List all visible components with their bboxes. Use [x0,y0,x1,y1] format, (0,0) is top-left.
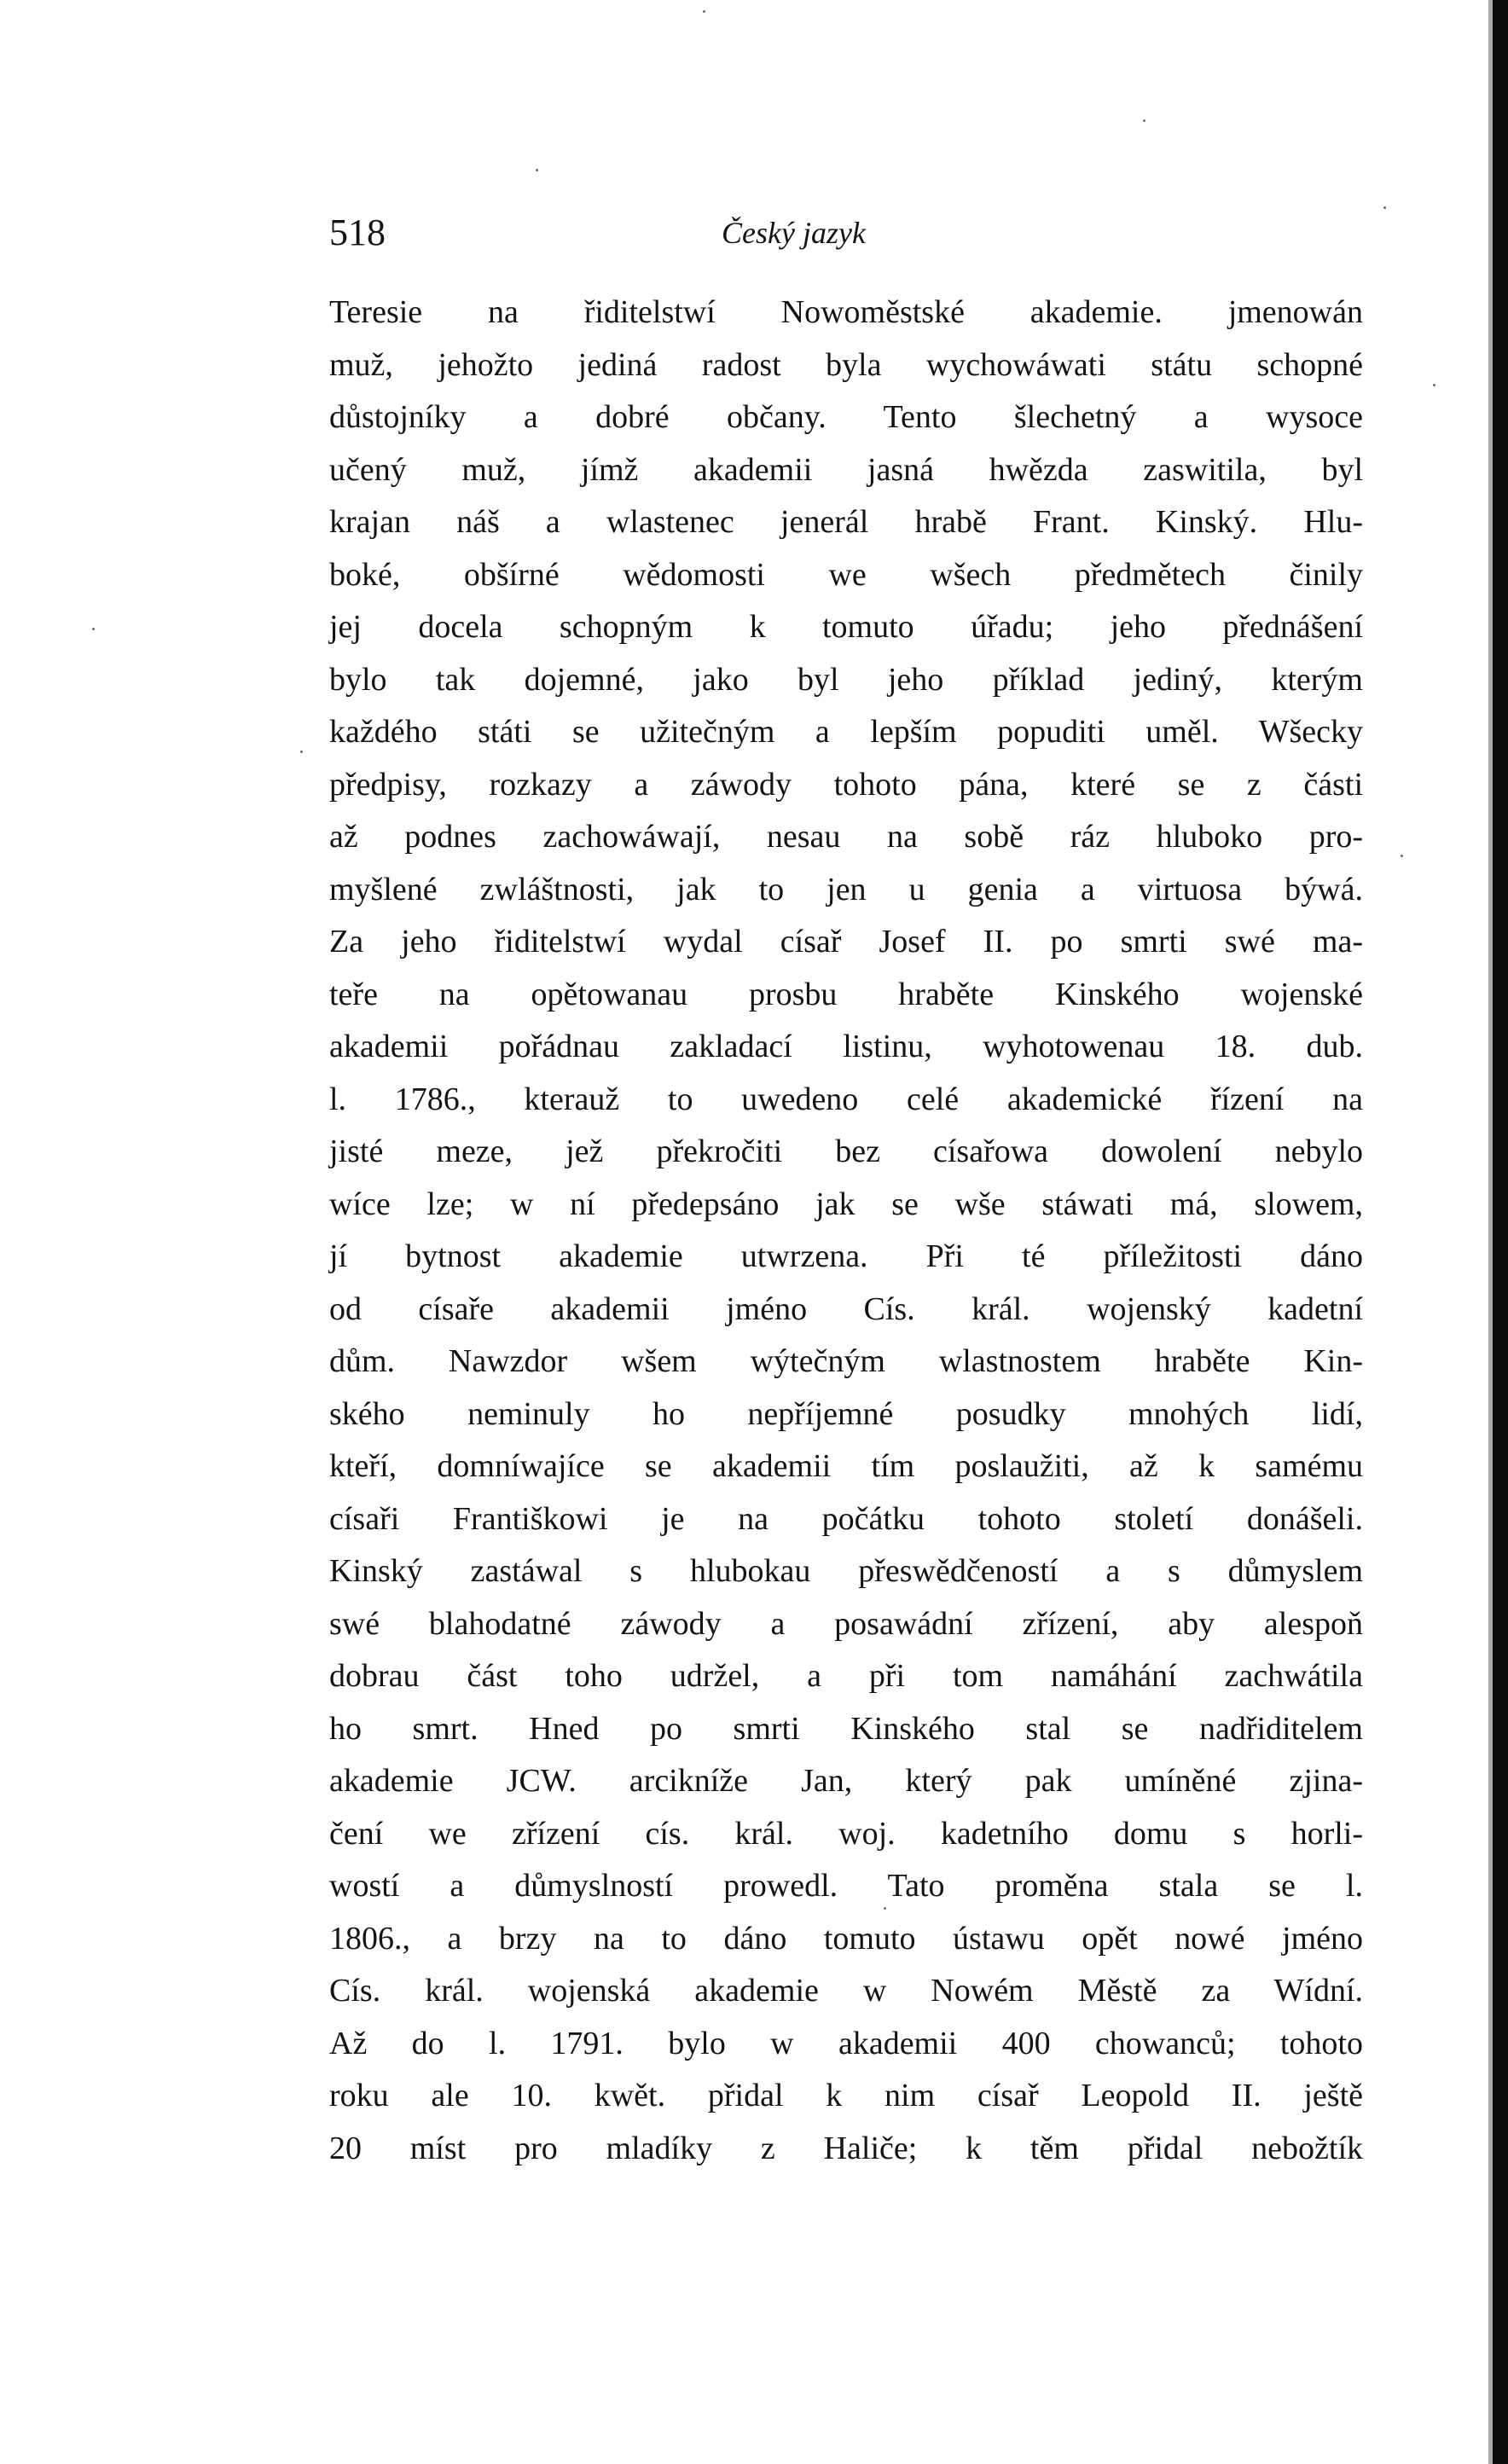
text-line: předpisy, rozkazy a záwody tohoto pána, které se z části [329,766,1363,803]
text-line: učený muž, jímž akademii jasná hwězda zaswitila, byl [329,451,1363,488]
page-number: 518 [329,212,386,253]
scan-speck [300,751,303,753]
page-edge [1493,0,1508,2464]
running-title: Český jazyk [722,216,866,250]
text-line: ho smrt. Hned po smrti Kinského stal se nadřiditelem [329,1710,1363,1747]
scan-speck [884,1907,886,1910]
text-line: 1806., a brzy na to dáno tomuto ústawu opět nowé jméno [329,1920,1363,1957]
scan-speck [1143,119,1146,122]
text-line: wíce lze; w ní předepsáno jak se wše stáwati má, slowem, [329,1186,1363,1222]
text-line: Cís. král. wojenská akademie w Nowém Městě za Wídní. [329,1973,1363,2009]
text-line: bylo tak dojemné, jako byl jeho příklad jediný, kterým [329,661,1363,698]
scan-speck [703,10,705,13]
text-line: akademie JCW. arcikníže Jan, který pak umíněné zjina- [329,1763,1363,1799]
text-line: muž, jehožto jediná radost byla wychowáwati státu schopné [329,346,1363,383]
text-line: Teresie na řiditelstwí Nowoměstské akademie. jmenowán [329,294,1363,330]
text-line: l. 1786., kterauž to uwedeno celé akademické řízení na [329,1081,1363,1117]
text-line: důstojníky a dobré občany. Tento šlechetný a wysoce [329,399,1363,435]
text-line: Za jeho řiditelstwí wydal císař Josef II. po smrti swé ma- [329,924,1363,960]
text-line: roku ale 10. kwět. přidal k nim císař Leopold II. ještě [329,2078,1363,2113]
text-line: krajan náš a wlastenec jenerál hrabě Frant. Kinský. Hlu- [329,504,1363,540]
text-line: císaři Františkowi je na počátku tohoto století donášeli. [329,1500,1363,1537]
scan-speck [1383,206,1386,209]
page-header [329,203,1363,263]
text-line: čení we zřízení cís. král. woj. kadetního domu s horli- [329,1815,1363,1852]
body-text [329,287,1363,2175]
text-line: ského neminuly ho nepříjemné posudky mnohých lidí, [329,1395,1363,1432]
text-line: teře na opětowanau prosbu hraběte Kinského wojenské [329,976,1363,1012]
text-line: kteří, domníwajíce se akademii tím poslaužiti, až k samému [329,1448,1363,1484]
text-line: od císaře akademii jméno Cís. král. wojenský kadetní [329,1290,1363,1327]
text-line: boké, obšírné wědomosti we wšech předmětech činily [329,556,1363,593]
text-line: jej docela schopným k tomuto úřadu; jeho přednášení [329,609,1363,645]
text-line: wostí a důmyslností prowedl. Tato proměna stala se l. [329,1868,1363,1904]
scan-speck [536,169,538,171]
text-line: Kinský zastáwal s hlubokau přeswědčeností a s důmyslem [329,1553,1363,1589]
text-line: jisté meze, jež překročiti bez císařowa dowolení nebylo [329,1133,1363,1169]
scan-speck [1401,855,1403,857]
text-line: dům. Nawzdor wšem wýtečným wlastnostem hraběte Kin- [329,1343,1363,1379]
text-line: až podnes zachowáwají, nesau na sobě ráz hluboko pro- [329,819,1363,855]
text-line: 20 míst pro mladíky z Haliče; k těm přidal nebožtík [329,2130,1363,2166]
text-line: swé blahodatné záwody a posawádní zřízení, aby alespoň [329,1605,1363,1642]
scan-speck [92,628,95,630]
text-line: akademii pořádnau zakladací listinu, wyhotowenau 18. dub. [329,1029,1363,1064]
text-line: Až do l. 1791. bylo w akademii 400 chowanců; tohoto [329,2025,1363,2061]
scan-speck [1433,384,1436,386]
text-line: jí bytnost akademie utwrzena. Při té příležitosti dáno [329,1238,1363,1274]
text-line: myšlené zwláštnosti, jak to jen u genia a virtuosa býwá. [329,871,1363,907]
text-line: dobrau část toho udržel, a při tom namáhání zachwátila [329,1658,1363,1694]
text-line: každého státi se užitečným a lepším popuditi uměl. Wšecky [329,714,1363,750]
